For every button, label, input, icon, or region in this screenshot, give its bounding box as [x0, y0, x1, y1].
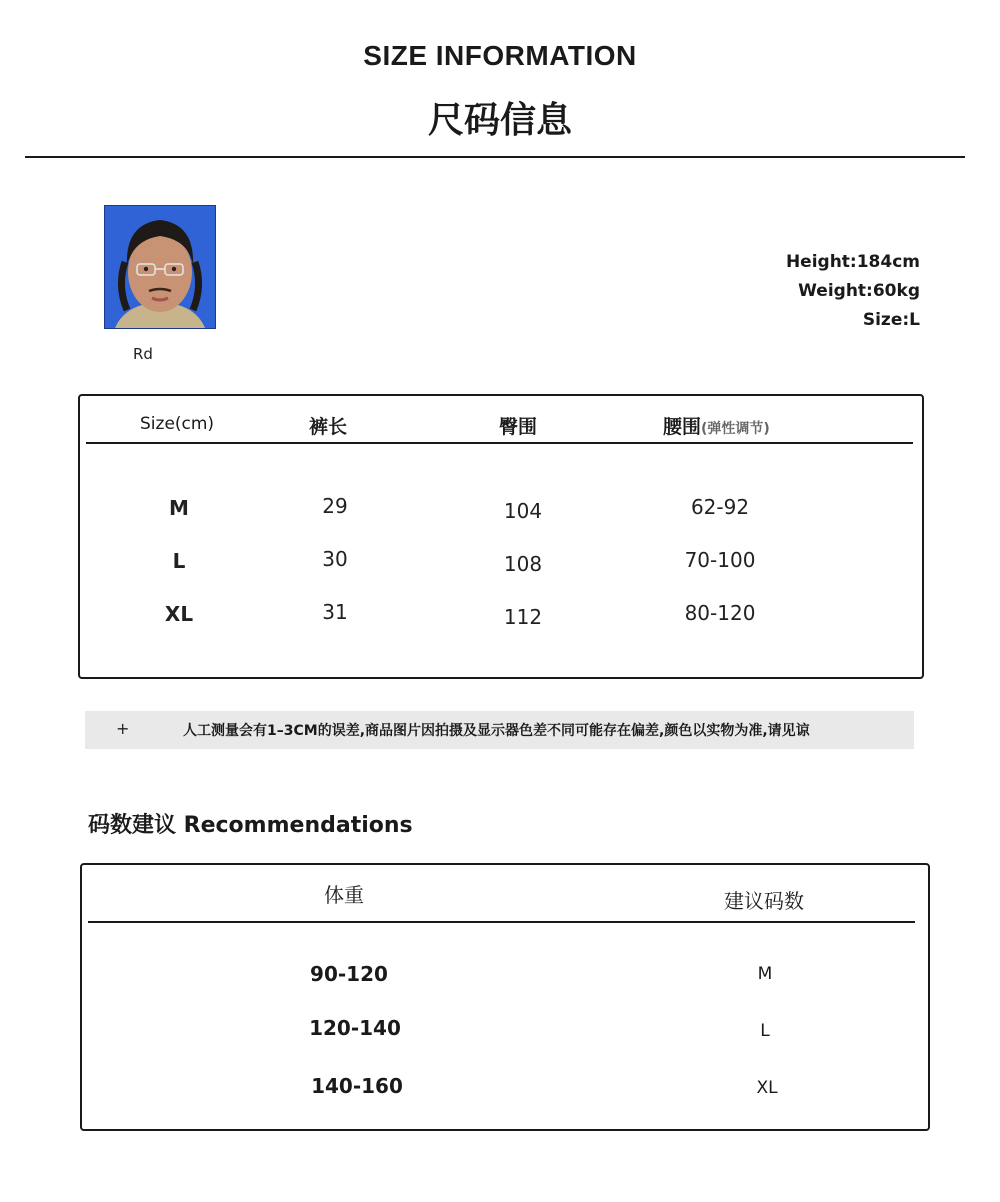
length-cell: 30	[322, 547, 348, 571]
hip-column-header: 臀围	[499, 416, 538, 438]
weight-column-header: 体重	[324, 883, 364, 907]
size-table-header-divider	[86, 442, 913, 444]
waist-cell: 70-100	[684, 548, 756, 572]
weight-cell: 90-120	[310, 962, 388, 986]
model-height: Height:184cm	[785, 252, 920, 272]
hip-cell: 112	[503, 605, 543, 629]
waist-cell: 62-92	[690, 495, 750, 519]
page-title-cn: 尺码信息	[427, 100, 572, 141]
size-cell: XL	[164, 602, 194, 626]
title-divider	[25, 156, 965, 158]
length-cell: 29	[322, 494, 348, 518]
notice-text: 人工测量会有1–3CM的误差,商品图片因拍摄及显示器色差不同可能存在偏差,颜色以实物为准,请见谅	[183, 723, 810, 739]
size-column-header: Size(cm)	[140, 414, 215, 434]
waist-column-header	[663, 412, 770, 439]
plus-icon: +	[116, 719, 130, 738]
page-title-en: SIZE INFORMATION	[363, 40, 637, 71]
weight-cell: 140-160	[311, 1074, 403, 1098]
hip-cell: 108	[503, 552, 543, 576]
model-portrait-illustration	[105, 206, 215, 328]
recommended-size-column-header: 建议码数	[724, 889, 804, 913]
recommendations-title: 码数建议 Recommendations	[88, 813, 413, 838]
model-photo	[104, 205, 216, 329]
waist-cell: 80-120	[684, 601, 756, 625]
model-size: Size:L	[862, 310, 920, 330]
recommendations-header-divider	[88, 921, 915, 923]
length-column-header: 裤长	[309, 416, 348, 438]
hip-cell: 104	[503, 499, 543, 523]
recommended-size-cell: L	[760, 1021, 770, 1041]
recommended-size-cell: M	[757, 964, 773, 984]
model-weight: Weight:60kg	[798, 281, 920, 301]
size-cell: L	[172, 549, 186, 573]
recommended-size-cell: XL	[756, 1078, 778, 1098]
model-name: Rd	[133, 345, 153, 363]
length-cell: 31	[322, 600, 348, 624]
model-stats	[786, 248, 920, 335]
waist-header-note: (弹性调节)	[701, 421, 770, 437]
weight-cell: 120-140	[309, 1016, 401, 1040]
size-cell: M	[169, 496, 189, 520]
waist-header-label: 腰围	[663, 416, 702, 438]
